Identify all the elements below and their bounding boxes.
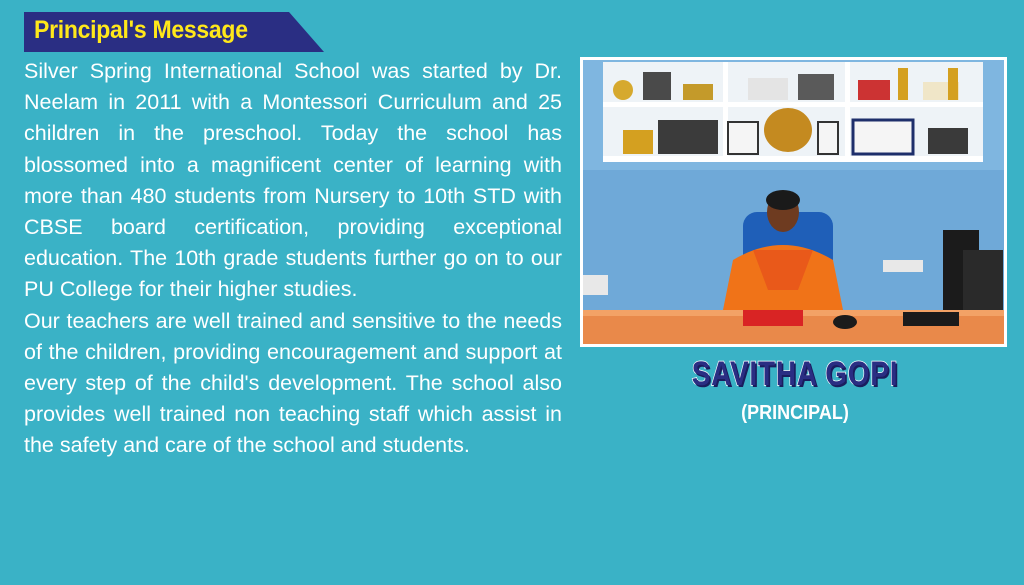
title-banner [24,12,324,52]
message-paragraph-2: Our teachers are well trained and sensitive to the needs of the children, providing encouragement and support at every step of the child's development. The school also provides well trained non teaching staff which assist in the safety and care of the school and students. [24,308,562,458]
message-paragraph-1: Silver Spring International School was started by Dr. Neelam in 2011 with a Montessori Curriculum and 25 children in the preschool. Today the school has blossomed into a magnificent center of learning with more than 480 students from Nursery to 10th STD with CBSE board certification, providing exceptional education. The 10th grade students further go on to our PU College for their higher studies. [24,59,562,302]
message-body [24,56,562,462]
banner-title: Principal's Message [34,16,248,44]
principal-photo [583,60,1004,344]
principal-name: SAVITHA GOPI [691,355,899,393]
principal-role: (PRINCIPAL) [741,402,849,424]
principal-photo-frame [580,57,1007,347]
